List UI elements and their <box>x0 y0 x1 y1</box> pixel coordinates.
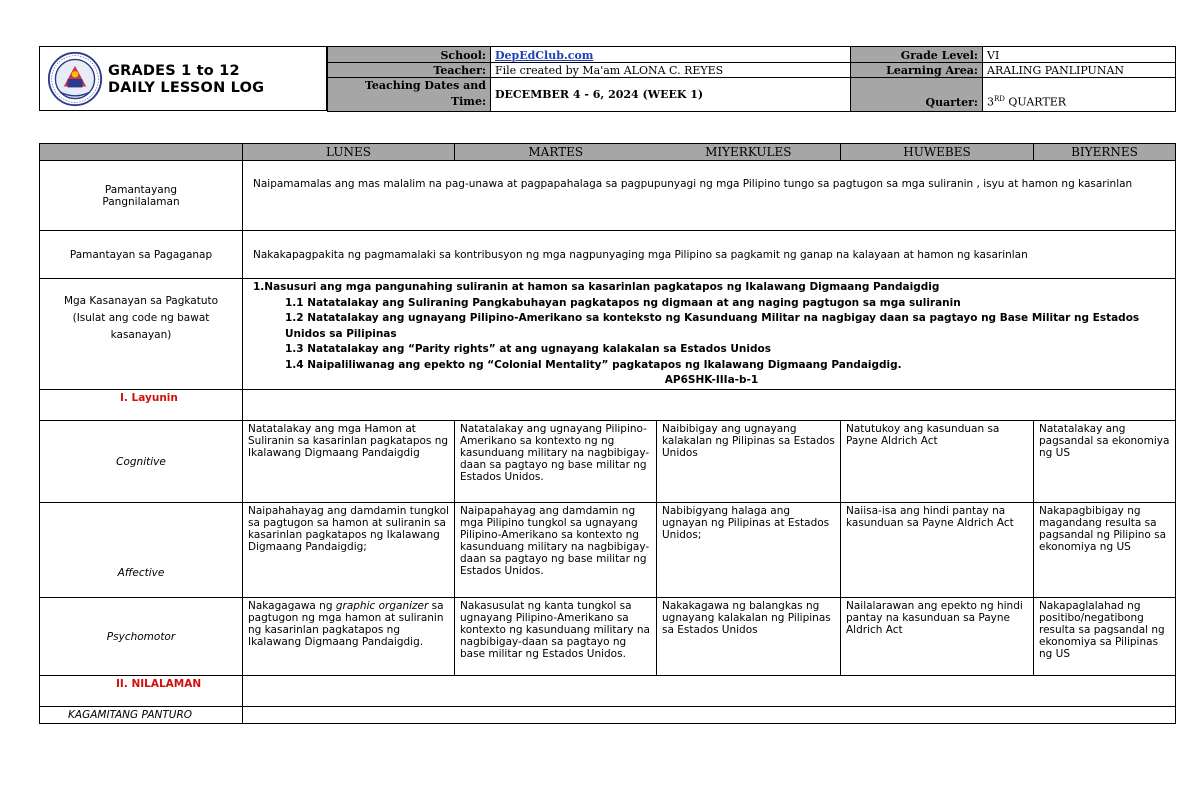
affective-friday: Nakapagbibigay ng magandang resulta sa pagsandal ng Pilipino sa ekonomiya ng US <box>1034 503 1176 598</box>
quarter-suffix: RD <box>994 95 1005 104</box>
affective-tuesday: Naipapahayag ang damdamin ng mga Pilipino tungkol sa ugnayang Pilipino-Amerikano sa kontexto ng kasunduang military na nagbibigay-daan sa pagtayo ng base militar ng Estados Unidos. <box>455 503 657 598</box>
school-label: School: <box>328 47 491 63</box>
day-header-wednesday: MIYERKULES <box>657 144 841 161</box>
cognitive-wednesday: Naibibigay ang ugnayang kalakalan ng Pilipinas sa Estados Unidos <box>657 421 841 503</box>
psychomotor-monday-a: Nakagagawa ng <box>248 600 336 612</box>
cognitive-friday: Natatalakay ang pagsandal sa ekonomiya ng US <box>1034 421 1176 503</box>
psychomotor-thursday: Nailalarawan ang epekto ng hindi pantay na kasunduan sa Payne Aldrich Act <box>841 598 1034 676</box>
days-header-row <box>40 144 1176 161</box>
content-empty <box>243 676 1176 707</box>
day-header-friday: BIYERNES <box>1034 144 1176 161</box>
deped-seal-icon <box>46 51 104 107</box>
title-line-2: DAILY LESSON LOG <box>108 80 265 96</box>
lesson-log-title <box>108 63 264 97</box>
learning-area-value: ARALING PANLIPUNAN <box>983 63 1176 78</box>
cognitive-label: Cognitive <box>40 421 243 503</box>
competency-1-1: 1.1 Natatalakay ang Suliraning Pangkabuhayan pagkatapos ng digmaan at ang naging pagtugon sa mga suliranin <box>285 296 961 309</box>
day-header-monday: LUNES <box>243 144 455 161</box>
school-link[interactable]: DepEdClub.com <box>495 49 594 62</box>
objectives-label: I. Layunin <box>40 390 243 421</box>
lesson-log-table <box>39 143 1176 724</box>
quarter-value <box>983 78 1176 112</box>
dates-value: DECEMBER 4 - 6, 2024 (WEEK 1) <box>491 78 851 112</box>
performance-standard-text: Nakakapagpakita ng pagmamalaki sa kontribusyon ng mga nagpunyaging mga Pilipino sa pagkamit ng ganap na kalayaan at hamon ng kasarinlan <box>243 231 1176 279</box>
competency-main: 1.Nasusuri ang mga pangunahing suliranin at hamon sa kasarinlan pagkatapos ng Ikalawang Digmaang Pandaigdig <box>253 281 940 293</box>
competency-code: AP6SHK-IIIa-b-1 <box>664 374 759 386</box>
psychomotor-monday <box>243 598 455 676</box>
content-row <box>40 676 1176 707</box>
materials-row <box>40 707 1176 724</box>
affective-thursday: Naiisa-isa ang hindi pantay na kasunduan sa Payne Aldrich Act <box>841 503 1034 598</box>
learning-area-label: Learning Area: <box>851 63 983 78</box>
quarter-text: QUARTER <box>1004 96 1067 109</box>
school-value <box>491 47 851 63</box>
objectives-row <box>40 390 1176 421</box>
grade-label: Grade Level: <box>851 47 983 63</box>
quarter-label: Quarter: <box>851 78 983 112</box>
psychomotor-friday: Nakapaglalahad ng positibo/negatibong resulta sa pagsandal ng ekonomiya sa Pilipinas ng US <box>1034 598 1176 676</box>
cognitive-row <box>40 421 1176 503</box>
psychomotor-wednesday: Nakakagawa ng balangkas ng ugnayang kalakalan ng Pilipinas sa Estados Unidos <box>657 598 841 676</box>
materials-empty <box>243 707 1176 724</box>
teacher-label: Teacher: <box>328 63 491 78</box>
content-standard-row <box>40 161 1176 231</box>
affective-row <box>40 503 1176 598</box>
materials-label: KAGAMITANG PANTURO <box>40 707 243 724</box>
psychomotor-monday-b: graphic organizer <box>335 600 429 612</box>
day-header-thursday: HUWEBES <box>841 144 1034 161</box>
competency-1-4: 1.4 Naipaliliwanag ang epekto ng “Colonial Mentality” pagkatapos ng Ikalawang Digmaang Pandaigdig. <box>285 358 902 371</box>
day-header-tuesday: MARTES <box>455 144 657 161</box>
performance-standard-row <box>40 231 1176 279</box>
header-info-table <box>327 46 1176 112</box>
quarter-number: 3 <box>987 96 994 109</box>
psychomotor-tuesday: Nakasusulat ng kanta tungkol sa ugnayang Pilipino-Amerikano sa kontexto ng kasunduang military na nagbibigay-daan sa pagtayo ng base militar ng Estados Unidos. <box>455 598 657 676</box>
corner-cell <box>40 144 243 161</box>
dates-label: Teaching Dates and Time: <box>328 78 491 112</box>
content-standard-label: Pamantayang Pangnilalaman <box>40 161 243 231</box>
cognitive-thursday: Natutukoy ang kasunduan sa Payne Aldrich Act <box>841 421 1034 503</box>
affective-monday: Naipahahayag ang damdamin tungkol sa pagtugon sa hamon at suliranin sa kasarinlan pagkatapos ng Ikalawang Digmaang Pandaigdig; <box>243 503 455 598</box>
header-title-box <box>39 46 327 111</box>
affective-label: Affective <box>40 503 243 598</box>
competency-1-3: 1.3 Natatalakay ang “Parity rights” at ang ugnayang kalakalan sa Estados Unidos <box>285 343 771 355</box>
affective-wednesday: Nabibigyang halaga ang ugnayan ng Pilipinas at Estados Unidos; <box>657 503 841 598</box>
cognitive-tuesday: Natatalakay ang ugnayang Pilipino-Amerikano sa kontexto ng ng kasunduang military na nagbibigay-daan sa pagtayo ng base militar ng Estados Unidos. <box>455 421 657 503</box>
psychomotor-label: Psychomotor <box>40 598 243 676</box>
competencies-cell <box>243 279 1176 390</box>
psychomotor-monday-c: sa pagtugon ng mga hamon at suliranin ng kasarinlan pagkatapos ng Ikalawang Digmaang Pandaigdig. <box>248 600 444 648</box>
grade-value: VI <box>983 47 1176 63</box>
content-standard-text: Naipamamalas ang mas malalim na pag-unawa at pagpapahalaga sa pagpupunyagi ng mga Pilipino tungo sa pagtugon sa mga suliranin , isyu at hamon ng kasarinlan <box>243 161 1176 231</box>
psychomotor-row <box>40 598 1176 676</box>
competency-1-2: 1.2 Natatalakay ang ugnayang Pilipino-Amerikano sa konteksto ng Kasunduang Militar na nagbigay daan sa pagtayo ng Base Militar ng Estados Unidos sa Pilipinas <box>285 312 1140 340</box>
objectives-empty <box>243 390 1176 421</box>
title-line-1: GRADES 1 to 12 <box>108 63 240 79</box>
competencies-row <box>40 279 1176 390</box>
content-label: II. NILALAMAN <box>40 676 243 707</box>
competencies-label: Mga Kasanayan sa Pagkatuto (Isulat ang code ng bawat kasanayan) <box>40 279 243 390</box>
cognitive-monday: Natatalakay ang mga Hamon at Suliranin sa kasarinlan pagkatapos ng Ikalawang Digmaang Pandaigdig <box>243 421 455 503</box>
teacher-value: File created by Ma'am ALONA C. REYES <box>491 63 851 78</box>
performance-standard-label: Pamantayan sa Pagaganap <box>40 231 243 279</box>
